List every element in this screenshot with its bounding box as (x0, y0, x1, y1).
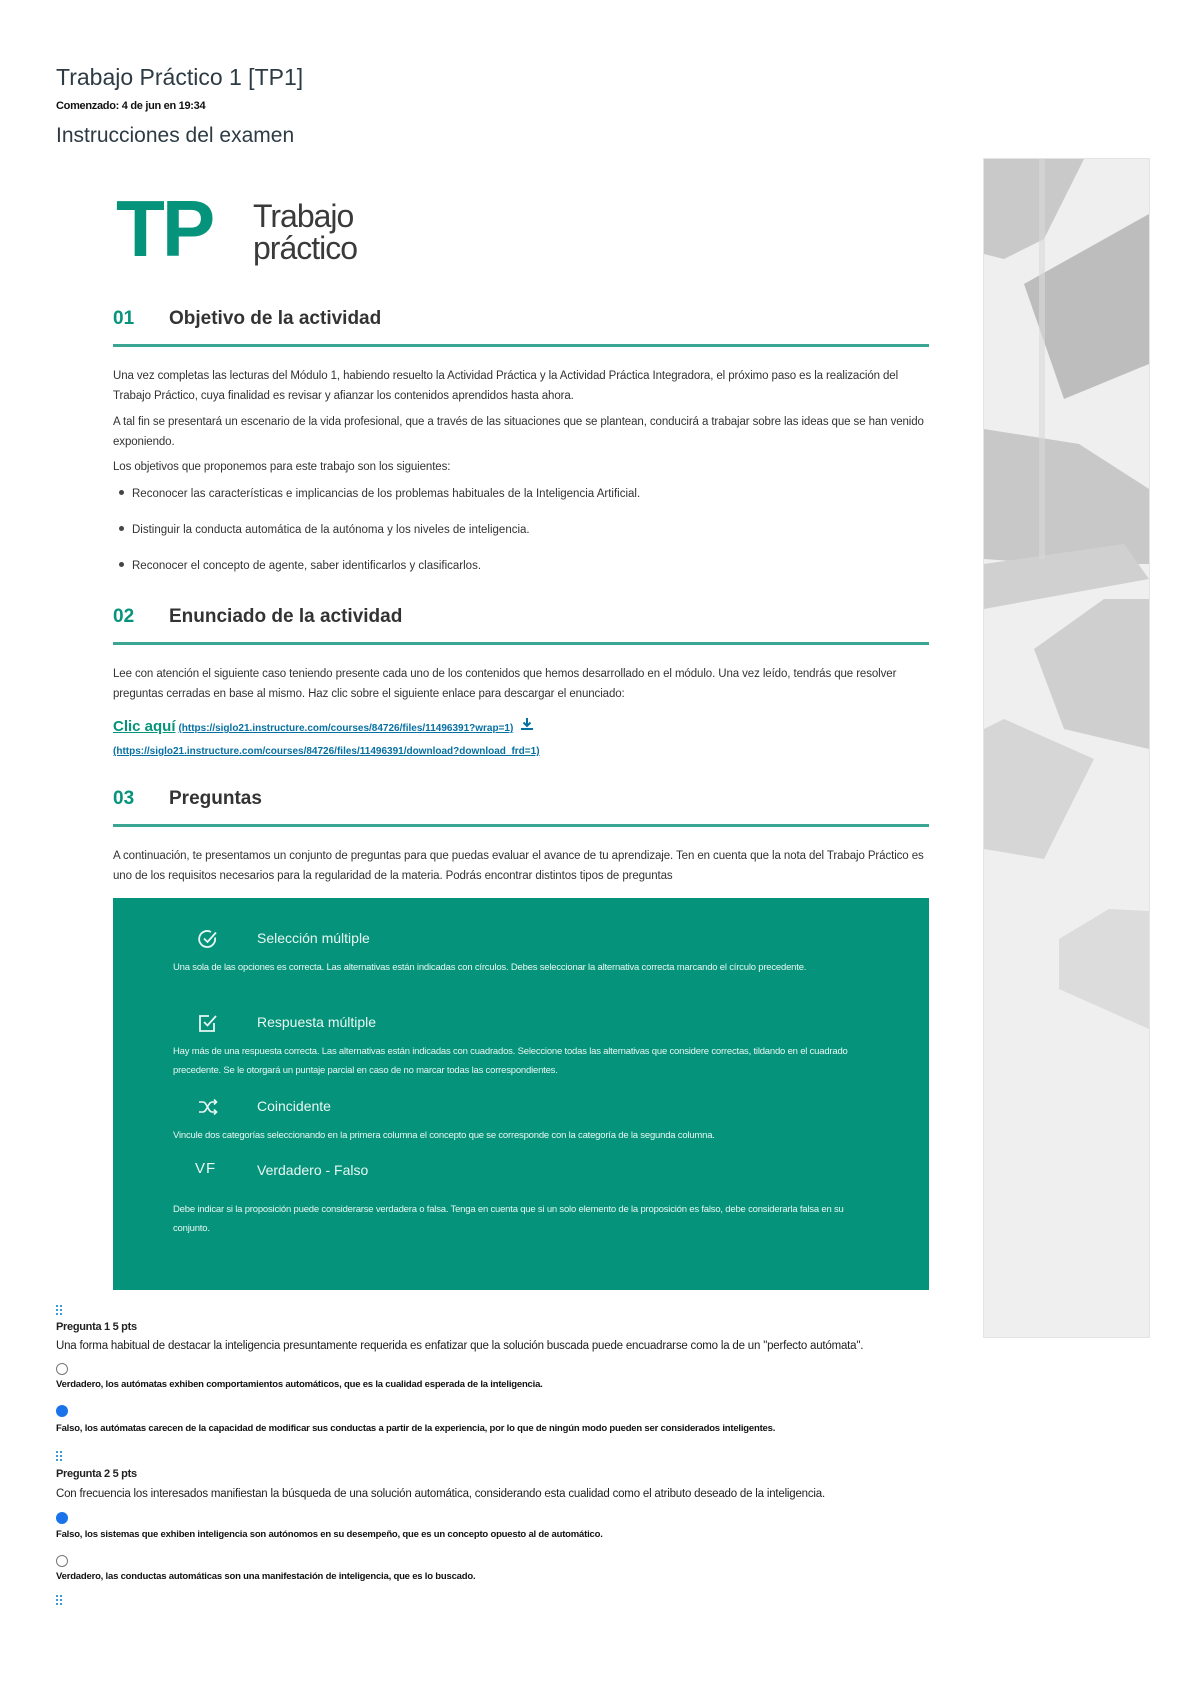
question-header: Pregunta 1 5 pts (56, 1321, 137, 1333)
list-item (113, 560, 929, 572)
tp-word-line2: práctico (253, 230, 358, 266)
list-item-text: Reconocer el concepto de agente, saber identificarlos y clasificarlos. (132, 560, 482, 572)
drag-handle-icon[interactable] (56, 1305, 64, 1317)
qtype-description: Debe indicar si la proposición puede considerarse verdadera o falsa. Tenga en cuenta que si un solo elemento de la proposición es falso, debe considerarla falsa en su conjunto. (173, 1204, 844, 1234)
enunciado-url-link[interactable]: (https://siglo21.instructure.com/courses/84726/files/11496391?wrap=1) (178, 723, 514, 734)
qtype-title: Selección múltiple (257, 930, 370, 946)
drag-handle-icon[interactable] (56, 1451, 64, 1463)
question-text: Con frecuencia los interesados manifiestan la búsqueda de una solución automática, considerando esta cualidad como el atributo deseado de la inteligencia. (56, 1488, 825, 1500)
instructions-title: Instrucciones del examen (56, 124, 295, 147)
download-icon[interactable] (520, 717, 534, 739)
option-radio-selected[interactable] (56, 1405, 68, 1417)
paragraph: Los objetivos que proponemos para este trabajo son los siguientes: (113, 461, 451, 473)
circle-check-icon (197, 928, 221, 952)
section-number: 03 (113, 788, 135, 809)
option-label[interactable]: Falso, los sistemas que exhiben inteligencia son autónomos en su desempeño, que es un concepto opuesto al de automático. (56, 1529, 603, 1540)
paragraph: Una vez completas las lecturas del Módulo 1, habiendo resuelto la Actividad Práctica y la Actividad Práctica Integradora, el próximo paso es la realización del Trabajo Práctico, cuya finalidad es revisar y afianzar los contenidos aprendidos hasta ahora. (113, 370, 899, 402)
tp-abbr: TP (116, 184, 213, 273)
question-text: Una forma habitual de destacar la inteligencia presuntamente requerida es enfatizar que la solución buscada puede encuadrarse como la de un "perfecto autómata". (56, 1340, 864, 1352)
shuffle-icon (197, 1096, 221, 1120)
list-item (113, 488, 929, 500)
section-title: Objetivo de la actividad (169, 308, 382, 329)
option-radio-selected[interactable] (56, 1512, 68, 1524)
vf-icon: VF (195, 1160, 217, 1177)
qtype-description: Una sola de las opciones es correcta. Las alternativas están indicadas con círculos. Debes seleccionar la alternativa correcta marcando el círculo precedente. (173, 962, 807, 973)
bullet-icon (119, 490, 124, 495)
list-item-text: Distinguir la conducta automática de la autónoma y los niveles de inteligencia. (132, 524, 530, 536)
question-types-panel (113, 898, 929, 1290)
qtype-title: Respuesta múltiple (257, 1014, 377, 1030)
page-title: Trabajo Práctico 1 [TP1] (56, 64, 304, 90)
bullet-icon (119, 526, 124, 531)
option-radio[interactable] (56, 1363, 68, 1375)
square-check-icon (197, 1012, 221, 1036)
option-label[interactable]: Falso, los autómatas carecen de la capacidad de modificar sus conductas a partir de la experiencia, por lo que de ningún modo pueden ser considerados inteligentes. (56, 1423, 776, 1434)
qtype-description: Hay más de una respuesta correcta. Las alternativas están indicadas con cuadrados. Seleccione todas las alternativas que considere correctas, tildando en el cuadrado precedente. Se le otorgará un puntaje parcial en caso de no marcar todas las correspondientes. (173, 1046, 848, 1076)
qtype-title: Verdadero - Falso (257, 1162, 369, 1178)
architecture-photo-icon (984, 159, 1149, 1337)
section-number: 01 (113, 308, 135, 329)
download-enunciado-link[interactable]: Clic aquí (113, 718, 176, 735)
option-radio[interactable] (56, 1555, 68, 1567)
section-title: Preguntas (169, 788, 262, 809)
list-item-text: Reconocer las características e implicancias de los problemas habituales de la Inteligencia Artificial. (132, 488, 641, 500)
direct-download-link[interactable]: (https://siglo21.instructure.com/courses/84726/files/11496391/download?download_frd=1) (113, 746, 540, 757)
option-label[interactable]: Verdadero, las conductas automáticas son una manifestación de inteligencia, que es lo buscado. (56, 1571, 476, 1582)
section-divider (113, 642, 929, 645)
section-divider (113, 824, 929, 827)
paragraph: Lee con atención el siguiente caso teniendo presente cada uno de los contenidos que hemos desarrollado en el módulo. Una vez leído, tendrás que resolver preguntas cerradas en base al mismo. Haz clic sobre el siguiente enlace para descargar el enunciado: (113, 668, 897, 700)
section-divider (113, 344, 929, 347)
qtype-description: Vincule dos categorías seleccionando en la primera columna el concepto que se corresponde con la categoría de la segunda columna. (173, 1130, 715, 1141)
question-header: Pregunta 2 5 pts (56, 1468, 137, 1480)
section-number: 02 (113, 606, 135, 627)
paragraph: A continuación, te presentamos un conjunto de preguntas para que puedas evaluar el avance de tu aprendizaje. Ten en cuenta que la nota del Trabajo Práctico es uno de los requisitos necesarios para la regularidad de la materia. Podrás encontrar distintos tipos de preguntas (113, 850, 924, 882)
section-title: Enunciado de la actividad (169, 606, 403, 627)
drag-handle-icon[interactable] (56, 1595, 64, 1607)
paragraph: A tal fin se presentará un escenario de la vida profesional, que a través de las situaciones que se plantean, conducirá a trabajar sobre las ideas que se han venido exponiendo. (113, 416, 924, 448)
bullet-icon (119, 562, 124, 567)
tp-word-line1: Trabajo (253, 198, 354, 234)
list-item (113, 524, 929, 536)
tp-word (253, 200, 357, 264)
download-link-row (113, 716, 929, 763)
option-label[interactable]: Verdadero, los autómatas exhiben comportamientos automáticos, que es la cualidad esperada de la inteligencia. (56, 1379, 543, 1390)
side-decorative-image (983, 158, 1150, 1338)
started-timestamp: Comenzado: 4 de jun en 19:34 (56, 100, 206, 112)
qtype-title: Coincidente (257, 1098, 331, 1114)
